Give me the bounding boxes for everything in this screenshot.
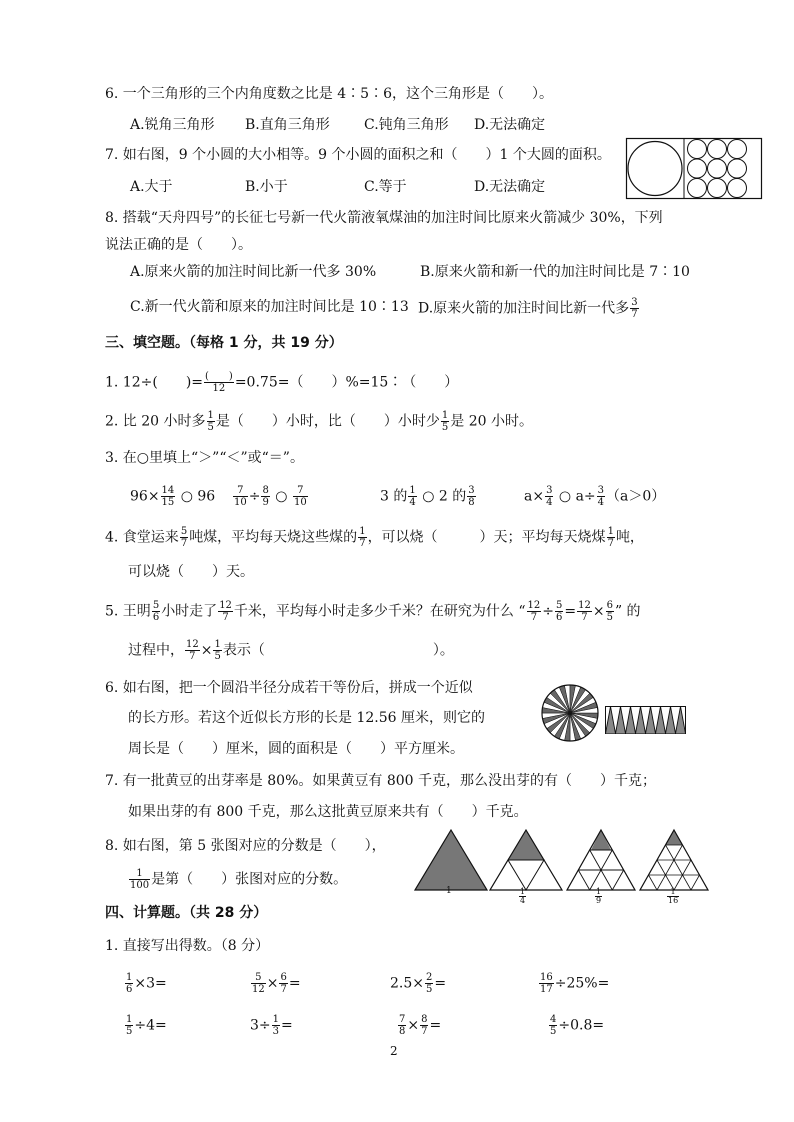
calc-q1-stem: 1. 直接写出得数。（8 分） xyxy=(105,938,270,954)
calc-r1-d: $\frac{16}{17}$ ÷25%= xyxy=(540,972,610,995)
fill-q3-expr4: a× $\frac{3}{4}$ ○ a÷ $\frac{3}{4}$ （a＞0） xyxy=(524,485,666,508)
rectangle-shaded-sector xyxy=(646,707,656,734)
q8-option-d-text: D.原来火箭的加注时间比新一代多 xyxy=(418,300,630,317)
fill-q5-line1: 5. 王明 $\frac{5}{6}$ 小时走了 $\frac{12}{7}$ 千米，平均每小时走多少千米？在研究为什么 “ $\frac{12}{7}$ ÷ $\frac{5}{6}$ = $\frac{12}{7}$ × $\frac{6}{5}$ ” 的 xyxy=(105,600,641,623)
rectangle-shaded-sector xyxy=(636,707,646,734)
q8-option-d-fraction: $\frac{3}{7}$ xyxy=(631,297,638,320)
fill-q2: 2. 比 20 小时多 $\frac{1}{5}$ 是（ ）小时，比（ ）小时少 $\frac{1}{5}$ 是 20 小时。 xyxy=(105,410,533,433)
fill-q3-stem: 3. 在○里填上“＞”“＜”或“＝”。 xyxy=(105,450,304,466)
rectangle-shaded-sector xyxy=(616,707,626,734)
q8-stem-line2: 说法正确的是（ ）。 xyxy=(105,237,252,253)
calc-r1-c: 2.5× $\frac{2}{5}$ = xyxy=(390,972,447,995)
calc-r2-a: $\frac{1}{5}$ ÷4= xyxy=(126,1014,167,1037)
fill-q7-line1: 7. 有一批黄豆的出芽率是 80%。如果黄豆有 800 千克，那么没出芽的有（ ）千克； xyxy=(105,773,656,789)
q8-option-d xyxy=(418,297,640,320)
triangle-1 xyxy=(413,828,489,892)
q7-option-d: D.无法确定 xyxy=(474,179,546,195)
triangle-3 xyxy=(565,828,637,892)
fill-q3-expr3: 3 的 $\frac{1}{4}$ ○ 2 的 $\frac{3}{8}$ xyxy=(380,485,475,508)
q7-option-c: C.等于 xyxy=(364,179,407,195)
triangle-1-label: 1 xyxy=(446,886,452,896)
q7-option-a: A.大于 xyxy=(130,179,173,195)
rectangle-shaded-sector xyxy=(606,707,616,734)
fill-q3-expr1: 96× $\frac{14}{15}$ ○ 96 xyxy=(130,485,216,508)
fill-q8-line1: 8. 如右图，第 5 张图对应的分数是（ ）， xyxy=(105,838,386,854)
q8-stem-line1: 8. 搭载“天舟四号”的长征七号新一代火箭液氧煤油的加注时间比原来火箭减少 30%，下列 xyxy=(105,210,663,226)
fill-q7-line2: 如果出芽的有 800 千克，那么这批黄豆原来共有（ ）千克。 xyxy=(128,804,528,820)
q7-stem: 7. 如右图，9 个小圆的大小相等。9 个小圆的面积之和（ ）1 个大圆的面积。 xyxy=(105,147,611,163)
q6-option-c: C.钝角三角形 xyxy=(364,117,449,133)
rectangle-approx-figure xyxy=(605,706,687,736)
calc-r1-a: $\frac{1}{6}$ ×3= xyxy=(126,972,167,995)
section3-title: 三、填空题。（每格 1 分，共 19 分） xyxy=(105,335,343,351)
rectangle-sectors xyxy=(606,707,686,734)
rectangle-shaded-sector xyxy=(676,707,686,734)
page-number: 2 xyxy=(390,1044,398,1058)
circle-sector-figure xyxy=(540,683,600,743)
q8-option-b: B.原来火箭和新一代的加注时间比是 7∶10 xyxy=(420,264,690,280)
fill-q8-line2: $\frac{1}{100}$ 是第（ ）张图对应的分数。 xyxy=(130,868,348,891)
circles-figure xyxy=(626,138,762,200)
fill-q6-line1: 6. 如右图，把一个圆沿半径分成若干等份后，拼成一个近似 xyxy=(105,680,473,696)
q6-stem: 6. 一个三角形的三个内角度数之比是 4∶5∶6，这个三角形是（ ）。 xyxy=(105,86,553,102)
calc-r2-d: $\frac{4}{5}$ ÷0.8= xyxy=(550,1014,605,1037)
fill-q5-line2: 过程中， $\frac{12}{7}$ × $\frac{1}{5}$ 表示（ ）。 xyxy=(128,639,454,662)
q7-option-b: B.小于 xyxy=(245,179,288,195)
triangle-3-label: $\frac{1}{9}$ xyxy=(596,886,602,905)
q6-option-a: A.锐角三角形 xyxy=(130,117,215,133)
rectangle-shaded-sector xyxy=(656,707,666,734)
rectangle-shaded-sector xyxy=(666,707,676,734)
fill-q6-line3: 周长是（ ）厘米，圆的面积是（ ）平方厘米。 xyxy=(128,741,464,757)
q6-option-b: B.直角三角形 xyxy=(245,117,330,133)
fill-q1: 1. 12÷( )= ( ) 12 =0.75=（ ）%=15∶（ ） xyxy=(105,371,459,394)
calc-r2-b: 3÷ $\frac{1}{3}$ = xyxy=(250,1014,293,1037)
triangle-4-label: $\frac{1}{16}$ xyxy=(668,886,679,905)
q8-option-a: A.原来火箭的加注时间比新一代多 30% xyxy=(130,264,377,280)
calc-r2-c: $\frac{7}{8}$ × $\frac{8}{7}$ = xyxy=(399,1014,442,1037)
q6-option-d: D.无法确定 xyxy=(474,117,546,133)
section4-title: 四、计算题。（共 28 分） xyxy=(105,905,268,921)
fill-q4-line2: 可以烧（ ）天。 xyxy=(128,564,254,580)
calc-r1-b: $\frac{5}{12}$ × $\frac{6}{7}$ = xyxy=(252,972,301,995)
fill-q4-line1: 4. 食堂运来 $\frac{5}{7}$ 吨煤，平均每天烧这些煤的 $\frac{1}{7}$ ，可以烧（ ）天；平均每天烧煤 $\frac{1}{7}$ 吨， xyxy=(105,526,644,549)
triangle-4 xyxy=(638,828,710,892)
fill-q1-fraction: ( ) 12 xyxy=(205,371,233,394)
triangle-2 xyxy=(488,828,564,892)
triangle-2-label: $\frac{1}{4}$ xyxy=(520,886,526,905)
fill-q6-line2: 的长方形。若这个近似长方形的长是 12.56 厘米，则它的 xyxy=(128,710,485,726)
rectangle-shaded-sector xyxy=(626,707,636,734)
fill-q3-expr2: $\frac{7}{10}$ ÷ $\frac{8}{9}$ ○ $\frac{7}{10}$ xyxy=(234,485,307,508)
q8-option-c: C.新一代火箭和原来的加注时间比是 10∶13 xyxy=(130,299,409,315)
